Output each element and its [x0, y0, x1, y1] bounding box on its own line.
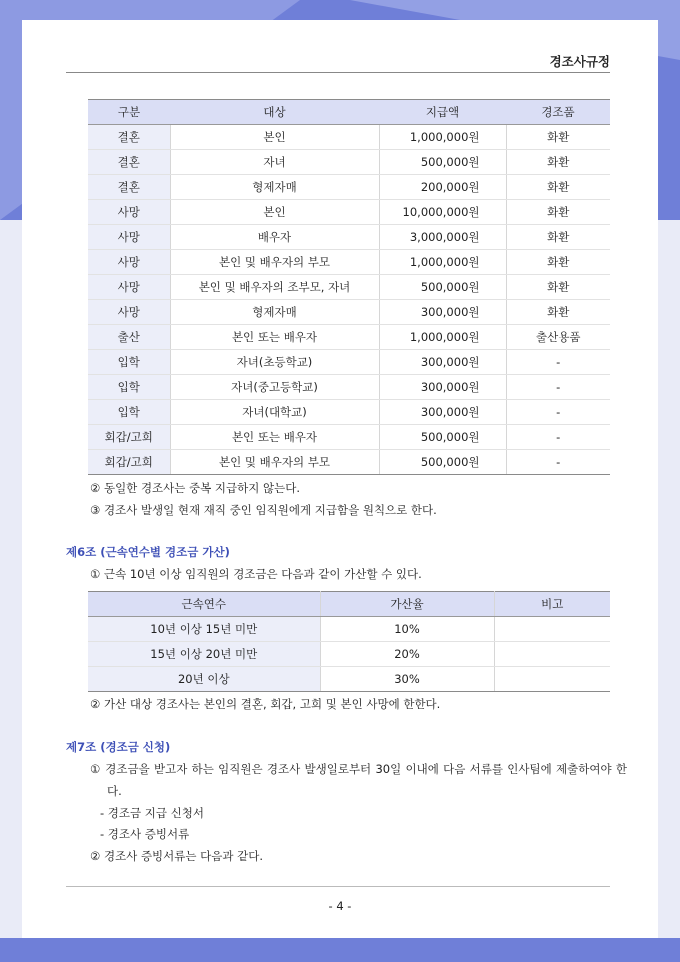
article7-clause2: ② 경조사 증빙서류는 다음과 같다.	[90, 849, 264, 863]
table-cell: -	[506, 450, 610, 475]
page-number: - 4 -	[328, 899, 352, 913]
table-cell: 본인	[170, 125, 379, 150]
table-cell: 300,000원	[379, 300, 506, 325]
footer-divider	[66, 886, 610, 887]
background-bottom-band	[0, 938, 680, 962]
table-cell: 배우자	[170, 225, 379, 250]
table-cell: 본인 및 배우자의 부모	[170, 250, 379, 275]
table-row	[88, 200, 610, 225]
table-cell: 20%	[320, 642, 494, 667]
table-cell: 회갑/고희	[88, 425, 170, 450]
table-cell: 회갑/고희	[88, 450, 170, 475]
column-header: 비고	[494, 592, 610, 617]
table-cell: 300,000원	[379, 350, 506, 375]
table-cell: 화환	[506, 150, 610, 175]
seniority-table	[88, 591, 610, 692]
table-cell: 형제자매	[170, 175, 379, 200]
article6-clause1: ① 근속 10년 이상 임직원의 경조금은 다음과 같이 가산할 수 있다.	[90, 567, 422, 581]
column-header: 지급액	[379, 100, 506, 125]
note-eligibility: ③ 경조사 발생일 현재 재직 중인 임직원에게 지급함을 원칙으로 한다.	[90, 503, 437, 517]
table-cell: 화환	[506, 300, 610, 325]
table-cell: 300,000원	[379, 375, 506, 400]
table-cell: -	[506, 375, 610, 400]
table-row	[88, 667, 610, 692]
table-row	[88, 642, 610, 667]
table-row	[88, 175, 610, 200]
benefit-table	[88, 99, 610, 475]
table-row	[88, 325, 610, 350]
table-row	[88, 425, 610, 450]
table-cell	[494, 642, 610, 667]
document-header-title: 경조사규정	[549, 54, 610, 69]
table-cell: 결혼	[88, 175, 170, 200]
table-row	[88, 617, 610, 642]
article6-heading: 제6조 (근속연수별 경조금 가산)	[66, 545, 230, 559]
table-cell: 화환	[506, 125, 610, 150]
table-row	[88, 375, 610, 400]
document-page	[22, 20, 658, 938]
table-cell: 본인	[170, 200, 379, 225]
table-cell: 자녀(초등학교)	[170, 350, 379, 375]
table-cell: 화환	[506, 175, 610, 200]
table-cell: 화환	[506, 275, 610, 300]
table-row	[88, 300, 610, 325]
table-cell: 10%	[320, 617, 494, 642]
table-cell: 30%	[320, 667, 494, 692]
table-row	[88, 225, 610, 250]
article6-clause2: ② 가산 대상 경조사는 본인의 결혼, 회갑, 고희 및 본인 사망에 한한다.	[90, 697, 441, 711]
column-header: 구분	[88, 100, 170, 125]
header-divider	[66, 72, 610, 73]
table-cell: 화환	[506, 225, 610, 250]
table-row	[88, 150, 610, 175]
table-cell: 출산	[88, 325, 170, 350]
table-cell: 500,000원	[379, 150, 506, 175]
table-row	[88, 350, 610, 375]
table-cell: 15년 이상 20년 미만	[88, 642, 320, 667]
table-cell: 사망	[88, 200, 170, 225]
table-cell: 1,000,000원	[379, 125, 506, 150]
table-cell: 사망	[88, 300, 170, 325]
article7-clause1: ① 경조금을 받고자 하는 임직원은 경조사 발생일로부터 30일 이내에 다음 서류를 인사팀에 제출하여야 한다.	[90, 762, 627, 798]
table-cell: -	[506, 350, 610, 375]
table-cell: 10년 이상 15년 미만	[88, 617, 320, 642]
table-cell: 입학	[88, 400, 170, 425]
table-row	[88, 125, 610, 150]
table-cell: 300,000원	[379, 400, 506, 425]
table-cell: 사망	[88, 225, 170, 250]
column-header: 근속연수	[88, 592, 320, 617]
table-cell: 10,000,000원	[379, 200, 506, 225]
table-cell: 출산용품	[506, 325, 610, 350]
table-cell: 사망	[88, 275, 170, 300]
table-cell: 화환	[506, 200, 610, 225]
table-cell: 200,000원	[379, 175, 506, 200]
table-cell: 형제자매	[170, 300, 379, 325]
table-row	[88, 400, 610, 425]
table-cell: 본인 및 배우자의 부모	[170, 450, 379, 475]
table-cell: 입학	[88, 375, 170, 400]
table-cell: 본인 또는 배우자	[170, 325, 379, 350]
table-cell: -	[506, 400, 610, 425]
table-cell: 결혼	[88, 150, 170, 175]
article7-item: - 경조금 지급 신청서	[100, 806, 204, 820]
table-cell: 1,000,000원	[379, 325, 506, 350]
column-header: 대상	[170, 100, 379, 125]
table-cell	[494, 667, 610, 692]
table-cell: 500,000원	[379, 425, 506, 450]
table-cell: -	[506, 425, 610, 450]
table-header-row	[88, 592, 610, 617]
column-header: 가산율	[320, 592, 494, 617]
table-cell: 결혼	[88, 125, 170, 150]
table-cell	[494, 617, 610, 642]
table-row	[88, 450, 610, 475]
table-cell: 입학	[88, 350, 170, 375]
table-cell: 1,000,000원	[379, 250, 506, 275]
table-row	[88, 250, 610, 275]
article7-item: - 경조사 증빙서류	[100, 827, 190, 841]
table-cell: 3,000,000원	[379, 225, 506, 250]
table-cell: 사망	[88, 250, 170, 275]
note-duplicate: ② 동일한 경조사는 중복 지급하지 않는다.	[90, 481, 300, 495]
table-cell: 화환	[506, 250, 610, 275]
table-cell: 20년 이상	[88, 667, 320, 692]
table-cell: 자녀	[170, 150, 379, 175]
table-cell: 본인 또는 배우자	[170, 425, 379, 450]
column-header: 경조품	[506, 100, 610, 125]
table-cell: 자녀(대학교)	[170, 400, 379, 425]
article7-heading: 제7조 (경조금 신청)	[66, 740, 171, 754]
table-cell: 본인 및 배우자의 조부모, 자녀	[170, 275, 379, 300]
table-cell: 500,000원	[379, 275, 506, 300]
table-header-row	[88, 100, 610, 125]
table-cell: 500,000원	[379, 450, 506, 475]
table-cell: 자녀(중고등학교)	[170, 375, 379, 400]
table-row	[88, 275, 610, 300]
